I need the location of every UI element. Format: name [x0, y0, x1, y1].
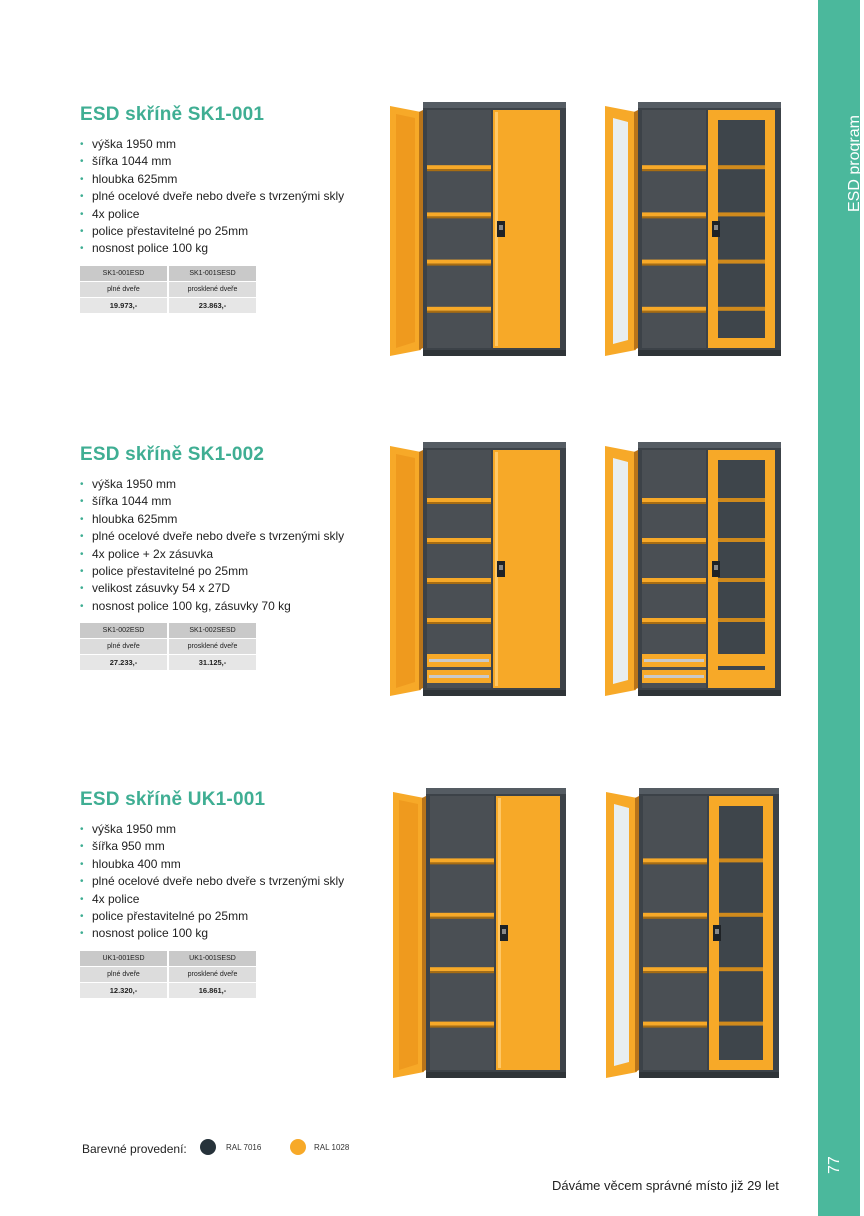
price-value: 16.861,-: [169, 982, 256, 998]
feature-item: • police přestavitelné po 25mm: [80, 563, 380, 580]
feature-item: • velikost zásuvky 54 x 27D: [80, 580, 380, 597]
product-uk1-001: [80, 789, 380, 998]
cabinet-image-glass: [605, 98, 783, 362]
product-title: ESD skříně UK1-001: [80, 789, 266, 810]
feature-item: • nosnost police 100 kg: [80, 925, 380, 942]
feature-item: • hloubka 400 mm: [80, 856, 380, 873]
feature-item: • plné ocelové dveře nebo dveře s tvrzenými skly: [80, 528, 380, 545]
product-code: UK1-001ESD: [80, 951, 167, 966]
product-code: SK1-001SESD: [169, 266, 256, 281]
product-code: SK1-002ESD: [80, 623, 167, 638]
product-title: ESD skříně SK1-001: [80, 104, 265, 125]
feature-item: • hloubka 625mm: [80, 511, 380, 528]
color-swatch-orange: [290, 1139, 306, 1155]
color-name: RAL 1028: [314, 1143, 350, 1152]
feature-item: • plné ocelové dveře nebo dveře s tvrzenými skly: [80, 188, 380, 205]
feature-list: [80, 136, 380, 258]
color-name: RAL 7016: [226, 1143, 262, 1152]
color-label: Barevné provedení:: [82, 1142, 187, 1156]
product-code: SK1-001ESD: [80, 266, 167, 281]
price-value: 31.125,-: [169, 654, 256, 670]
feature-item: • 4x police: [80, 206, 380, 223]
feature-item: • plné ocelové dveře nebo dveře s tvrzenými skly: [80, 873, 380, 890]
feature-item: • výška 1950 mm: [80, 821, 380, 838]
feature-item: • 4x police + 2x zásuvka: [80, 546, 380, 563]
cabinet-image-solid: [390, 98, 568, 362]
feature-item: • nosnost police 100 kg, zásuvky 70 kg: [80, 598, 380, 615]
price-value: 19.973,-: [80, 297, 167, 313]
price-table: [78, 623, 258, 670]
price-value: 12.320,-: [80, 982, 167, 998]
door-type: prosklené dveře: [169, 966, 256, 982]
page-number: 77: [826, 1156, 843, 1174]
feature-item: • šířka 1044 mm: [80, 153, 380, 170]
product-code: UK1-001SESD: [169, 951, 256, 966]
cabinet-image-solid: [390, 438, 568, 702]
footer-slogan: Dáváme věcem správné místo již 29 let: [552, 1178, 779, 1193]
door-type: plné dveře: [80, 966, 167, 982]
feature-list: [80, 821, 380, 943]
cabinet-image-solid: [393, 784, 568, 1084]
feature-item: • výška 1950 mm: [80, 476, 380, 493]
product-title: ESD skříně SK1-002: [80, 444, 265, 465]
color-options: [80, 1137, 400, 1159]
color-swatch-dark: [200, 1139, 216, 1155]
cabinet-image-glass: [605, 438, 783, 702]
price-value: 27.233,-: [80, 654, 167, 670]
feature-list: [80, 476, 380, 615]
door-type: plné dveře: [80, 638, 167, 654]
cabinet-image-glass: [606, 784, 781, 1084]
feature-item: • police přestavitelné po 25mm: [80, 908, 380, 925]
feature-item: • nosnost police 100 kg: [80, 240, 380, 257]
price-table: [78, 951, 258, 998]
door-type: plné dveře: [80, 281, 167, 297]
feature-item: • hloubka 625mm: [80, 171, 380, 188]
feature-item: • šířka 950 mm: [80, 838, 380, 855]
door-type: prosklené dveře: [169, 638, 256, 654]
sidebar: [818, 0, 863, 1216]
feature-item: • police přestavitelné po 25mm: [80, 223, 380, 240]
product-code: SK1-002SESD: [169, 623, 256, 638]
feature-item: • výška 1950 mm: [80, 136, 380, 153]
product-sk1-002: [80, 444, 380, 670]
price-value: 23.863,-: [169, 297, 256, 313]
sidebar-title: ESD program: [846, 115, 863, 212]
door-type: prosklené dveře: [169, 281, 256, 297]
price-table: [78, 266, 258, 313]
feature-item: • 4x police: [80, 891, 380, 908]
feature-item: • šířka 1044 mm: [80, 493, 380, 510]
product-sk1-001: [80, 104, 380, 313]
